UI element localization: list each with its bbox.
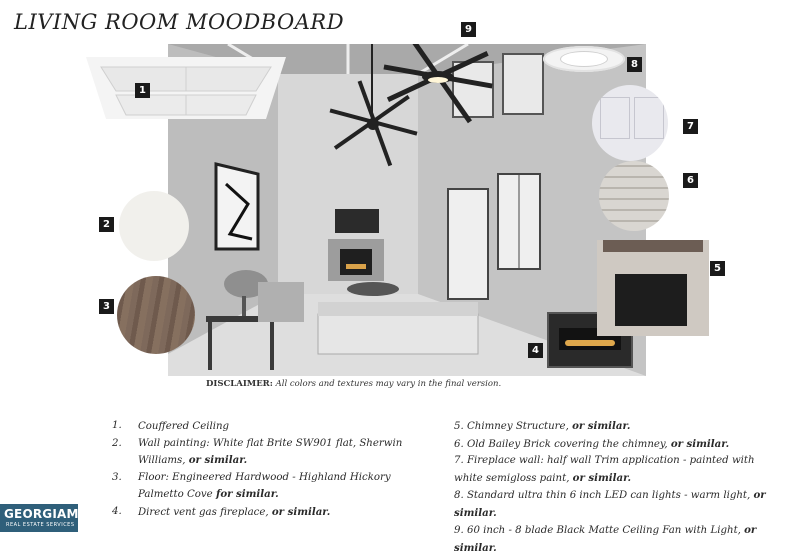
legend-item bbox=[454, 522, 784, 557]
legend-item bbox=[112, 436, 412, 470]
legend-suffix: or similar. bbox=[670, 437, 730, 450]
legend-suffix: or similar. bbox=[454, 489, 766, 519]
legend-num: 2. bbox=[112, 437, 122, 449]
badge-8: 8 bbox=[627, 57, 642, 72]
badge-7: 7 bbox=[683, 119, 698, 134]
legend-num: 3. bbox=[112, 471, 122, 483]
trim-wall-swatch bbox=[592, 85, 668, 161]
logo-name: GEORGIAMLS bbox=[4, 507, 96, 521]
disclaimer-text: All colors and textures may vary in the final version. bbox=[272, 379, 502, 389]
georgiamls-logo bbox=[0, 504, 96, 532]
legend-suffix: or similar. bbox=[572, 471, 632, 484]
led-can-light-swatch bbox=[543, 46, 625, 72]
coffered-ceiling-swatch bbox=[86, 57, 286, 119]
legend-item bbox=[454, 453, 784, 487]
legend-right bbox=[454, 418, 784, 557]
legend-num: 1. bbox=[112, 420, 122, 431]
legend-suffix: or similar. bbox=[454, 524, 757, 554]
hardwood-floor-swatch bbox=[117, 276, 195, 354]
legend-suffix: or similar. bbox=[572, 420, 631, 432]
disclaimer-label: DISCLAIMER: bbox=[206, 379, 273, 389]
badge-6: 6 bbox=[683, 173, 698, 188]
legend-text: 5. Chimney Structure, bbox=[454, 421, 573, 432]
badge-1: 1 bbox=[135, 83, 150, 98]
badge-5: 5 bbox=[710, 261, 725, 276]
badge-4: 4 bbox=[528, 343, 543, 358]
legend-suffix: for similar. bbox=[215, 488, 279, 500]
legend-suffix: or similar. bbox=[188, 454, 248, 466]
legend-item bbox=[454, 436, 784, 454]
legend-text: Floor: Engineered Hardwood - Highland Hickory Palmetto Cove bbox=[138, 471, 391, 500]
legend-item bbox=[112, 470, 412, 504]
disclaimer bbox=[206, 379, 501, 389]
badge-9: 9 bbox=[461, 22, 476, 37]
legend-item bbox=[112, 418, 412, 436]
legend-text: 8. Standard ultra thin 6 inch LED can lights - warm light, bbox=[454, 490, 754, 501]
brick-swatch bbox=[599, 161, 669, 231]
badge-3: 3 bbox=[99, 299, 114, 314]
legend-item bbox=[112, 504, 412, 522]
legend-text: 9. 60 inch - 8 blade Black Matte Ceiling Fan with Light, bbox=[454, 525, 745, 536]
moodboard-title: LIVING ROOM MOODBOARD bbox=[14, 10, 345, 34]
legend-item bbox=[454, 418, 784, 436]
badge-2: 2 bbox=[99, 217, 114, 232]
legend-item bbox=[454, 487, 784, 522]
legend-left bbox=[112, 418, 412, 521]
legend-text: Direct vent gas fireplace, bbox=[138, 506, 272, 518]
logo-subtitle: REAL ESTATE SERVICES bbox=[6, 522, 75, 528]
legend-num: 4. bbox=[112, 505, 122, 517]
legend-text: 6. Old Bailey Brick covering the chimney, bbox=[454, 438, 671, 450]
legend-text: 7. Fireplace wall: half wall Trim application - painted with white semigloss paint, bbox=[454, 455, 755, 484]
chimney-structure-swatch bbox=[597, 240, 709, 336]
legend-text: Couffered Ceiling bbox=[138, 421, 230, 432]
legend-suffix: or similar. bbox=[271, 505, 331, 518]
wall-paint-swatch bbox=[119, 191, 189, 261]
legend-text: Wall painting: White flat Brite SW901 flat, Sherwin Williams, bbox=[138, 437, 403, 466]
